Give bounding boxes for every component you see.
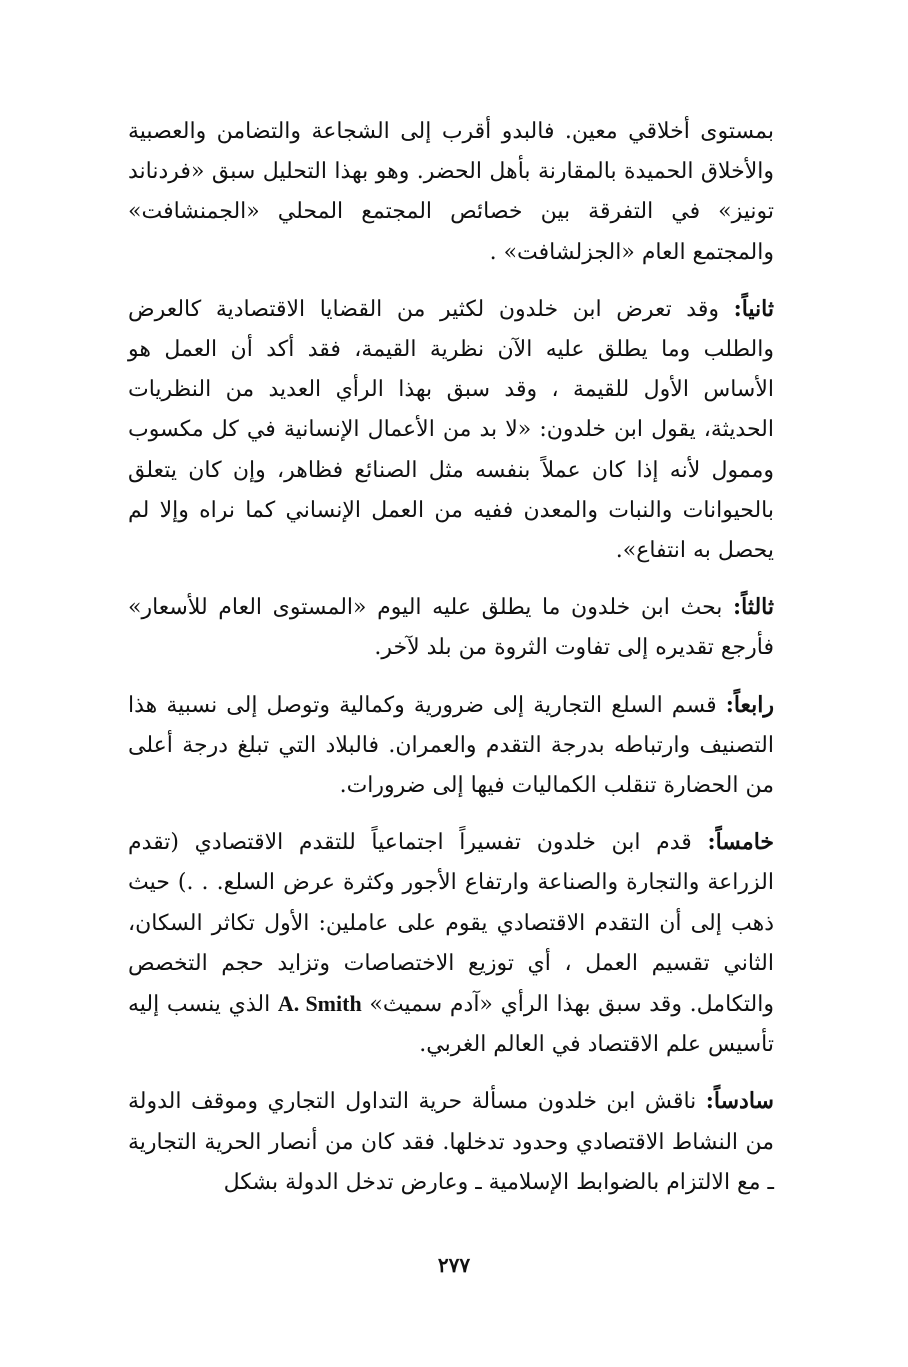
paragraph-2-text: وقد تعرض ابن خلدون لكثير من القضايا الاقتصادية كالعرض والطلب وما يطلق عليه الآن نظرية القيمة، فقد أكد أن العمل هو الأساس الأول للقيمة ، وقد سبق بهذا الرأي العديد من النظريات الحديثة، يقول ابن خلدون: «لا بد من الأعمال الإنسانية في كل مكسوب وممول لأنه إذا كان عملاً بنفسه مثل الصنائع فظاهر، وإن كان يتعلق بالحيوانات والنبات والمعدن ففيه من العمل الإنساني كما نراه وإلا لم يحصل به انتفاع». [128, 296, 775, 564]
paragraph-6-lead: سادساً: [705, 1088, 774, 1115]
paragraph-5-text-after: الذي ينسب إليه تأسيس علم الاقتصاد في العالم الغربي. [128, 992, 774, 1058]
paragraph-5-text: قدم ابن خلدون تفسيراً اجتماعياً للتقدم الاقتصادي (تقدم الزراعة والتجارة والصناعة وارتفاع الأجور وكثرة عرض السلع. . .) حيث ذهب إلى أن التقدم الاقتصادي يقوم على عاملين: الأول تكاثر السكان، الثاني تقسيم العمل ، أي توزيع الاختصاصات وتزايد حجم التخصص والتكامل. وقد سبق بهذا الرأي «آدم سميث» [128, 830, 775, 1018]
paragraph-2-lead: ثانياً: [733, 295, 774, 322]
paragraph-2 [128, 289, 774, 571]
page-number: ٢٧٧ [437, 1253, 471, 1277]
page-body [128, 112, 774, 1203]
paragraph-1 [128, 112, 774, 273]
paragraph-4 [128, 685, 774, 807]
paragraph-5 [128, 822, 774, 1065]
paragraph-5-latin-name: A. Smith [277, 991, 362, 1017]
paragraph-4-text: قسم السلع التجارية إلى ضرورية وكمالية وتوصل إلى نسبية هذا التصنيف وارتباطه بدرجة التقدم والعمران. فالبلاد التي تبلغ درجة أعلى من الحضارة تنقلب الكماليات فيها إلى ضرورات. [128, 692, 774, 799]
paragraph-1-text: بمستوى أخلاقي معين. فالبدو أقرب إلى الشجاعة والتضامن والعصبية والأخلاق الحميدة بالمقارنة بأهل الحضر. وهو بهذا التحليل سبق «فردناند تونيز» في التفرقة بين خصائص المجتمع المحلي «الجمنشافت» والمجتمع العام «الجزلشافت» . [128, 119, 774, 265]
paragraph-3-lead: ثالثاً: [733, 594, 774, 621]
paragraph-4-lead: رابعاً: [725, 691, 774, 718]
paragraph-3 [128, 587, 774, 668]
paragraph-6 [128, 1081, 774, 1203]
paragraph-3-text: بحث ابن خلدون ما يطلق عليه اليوم «المستوى العام للأسعار» فأرجع تقديره إلى تفاوت الثروة من بلد لآخر. [128, 595, 774, 661]
paragraph-5-lead: خامساً: [707, 829, 774, 856]
paragraph-6-text: ناقش ابن خلدون مسألة حرية التداول التجاري وموقف الدولة من النشاط الاقتصادي وحدود تدخلها. فقد كان من أنصار الحرية التجارية ـ مع الالتزام بالضوابط الإسلامية ـ وعارض تدخل الدولة بشكل [128, 1089, 774, 1195]
